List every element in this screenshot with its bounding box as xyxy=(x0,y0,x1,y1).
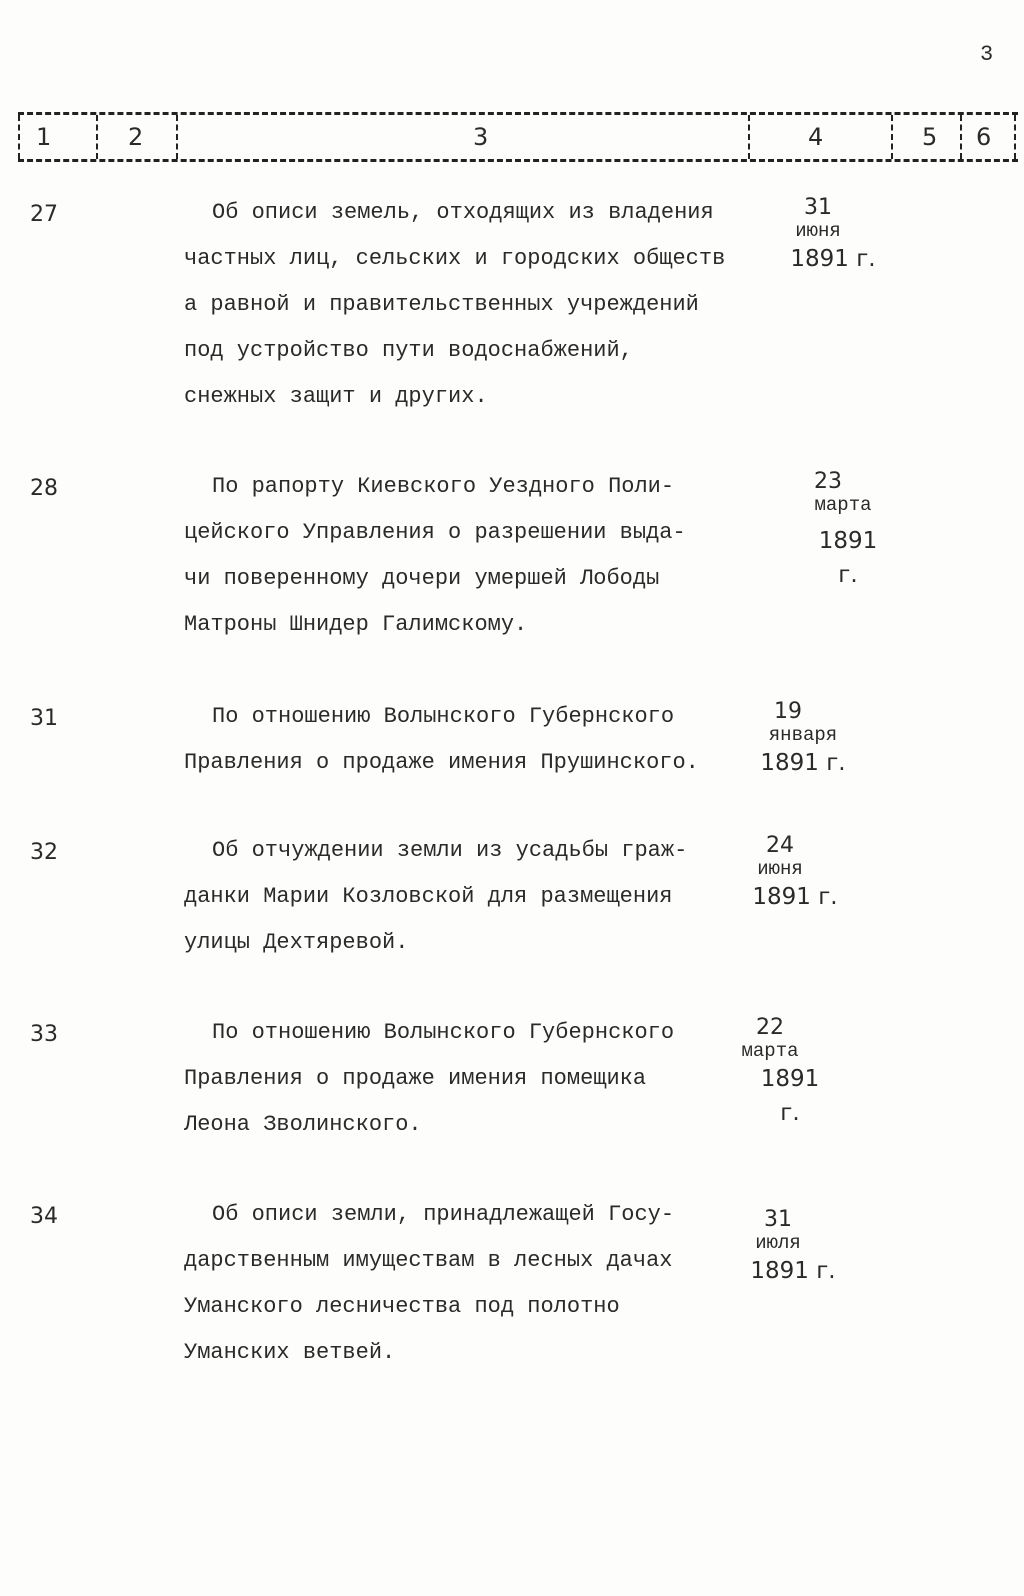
text-line: Уманского лесничества под полотно xyxy=(184,1294,620,1319)
date-year: 1891 г. xyxy=(750,1258,836,1284)
date-month: июля xyxy=(755,1232,801,1254)
entry-description xyxy=(184,828,744,966)
text-line: Об описи земли, принадлежащей Госу- xyxy=(212,1202,675,1227)
date-month: июня xyxy=(757,858,803,880)
entry-date xyxy=(720,834,840,914)
text-line: По рапорту Киевского Уездного Поли- xyxy=(212,474,675,499)
text-line: Леона Зволинского. xyxy=(184,1112,422,1137)
entry-date xyxy=(728,700,848,780)
entry-description xyxy=(184,190,744,420)
text-line: Правления о продаже имения Прушинского. xyxy=(184,750,699,775)
column-divider xyxy=(1014,115,1016,159)
entry-number: 27 xyxy=(30,202,58,227)
date-day: 31 xyxy=(804,195,832,220)
column-divider xyxy=(18,115,20,159)
date-day: 23 xyxy=(814,469,842,494)
date-year: 1891 г. xyxy=(752,884,838,910)
entry-number: 33 xyxy=(30,1022,58,1047)
column-header-5: 5 xyxy=(922,123,938,151)
column-header-4: 4 xyxy=(808,123,824,151)
text-line: Уманских ветвей. xyxy=(184,1340,396,1365)
date-year: 1891 г. xyxy=(790,246,876,272)
text-line: По отношению Волынского Губернского xyxy=(212,704,675,729)
column-header-6: 6 xyxy=(976,123,992,151)
entry-date xyxy=(718,1208,838,1288)
table-header xyxy=(18,112,1018,162)
date-year: 1891 г. xyxy=(760,750,846,776)
entry-number: 31 xyxy=(30,706,58,731)
entry-description xyxy=(184,694,744,786)
entry-number: 32 xyxy=(30,840,58,865)
text-line: Об описи земель, отходящих из владения xyxy=(212,200,714,225)
text-line: цейского Управления о разрешении выда- xyxy=(184,520,686,545)
date-month: января xyxy=(768,724,838,746)
date-day: 19 xyxy=(774,699,802,724)
date-year: 1891 г. xyxy=(818,528,878,588)
page-number: 3 xyxy=(980,42,994,67)
date-month: июня xyxy=(795,220,841,242)
text-line: Об отчуждении земли из усадьбы граж- xyxy=(212,838,688,863)
column-divider xyxy=(96,115,98,159)
text-line: По отношению Волынского Губернского xyxy=(212,1020,675,1045)
column-divider xyxy=(891,115,893,159)
date-day: 22 xyxy=(756,1015,784,1040)
text-line: данки Марии Козловской для размещения xyxy=(184,884,673,909)
text-line: под устройство пути водоснабжений, xyxy=(184,338,633,363)
entry-number: 34 xyxy=(30,1204,58,1229)
text-line: чи поверенному дочери умершей Лободы xyxy=(184,566,660,591)
date-day: 31 xyxy=(764,1207,792,1232)
text-line: улицы Дехтяревой. xyxy=(184,930,409,955)
text-line: Правления о продаже имения помещика xyxy=(184,1066,647,1091)
column-divider xyxy=(748,115,750,159)
entry-date xyxy=(758,196,878,276)
column-header-2: 2 xyxy=(128,123,144,151)
entry-description xyxy=(184,1192,744,1376)
column-divider xyxy=(960,115,962,159)
entry-date xyxy=(710,1016,830,1130)
entry-description xyxy=(184,1010,744,1148)
text-line: дарственным имуществам в лесных дачах xyxy=(184,1248,673,1273)
column-header-1: 1 xyxy=(36,123,52,151)
text-line: снежных защит и других. xyxy=(184,384,488,409)
column-divider xyxy=(176,115,178,159)
text-line: Матроны Шнидер Галимскому. xyxy=(184,612,528,637)
date-month: марта xyxy=(814,494,872,516)
entry-description xyxy=(184,464,744,648)
entry-number: 28 xyxy=(30,476,58,501)
date-day: 24 xyxy=(766,833,794,858)
entry-date xyxy=(768,470,888,592)
date-month: марта xyxy=(741,1040,799,1062)
text-line: а равной и правительственных учреждений xyxy=(184,292,699,317)
column-header-3: 3 xyxy=(473,123,489,151)
text-line: частных лиц, сельских и городских обществ xyxy=(184,246,726,271)
date-year: 1891 г. xyxy=(760,1066,820,1126)
